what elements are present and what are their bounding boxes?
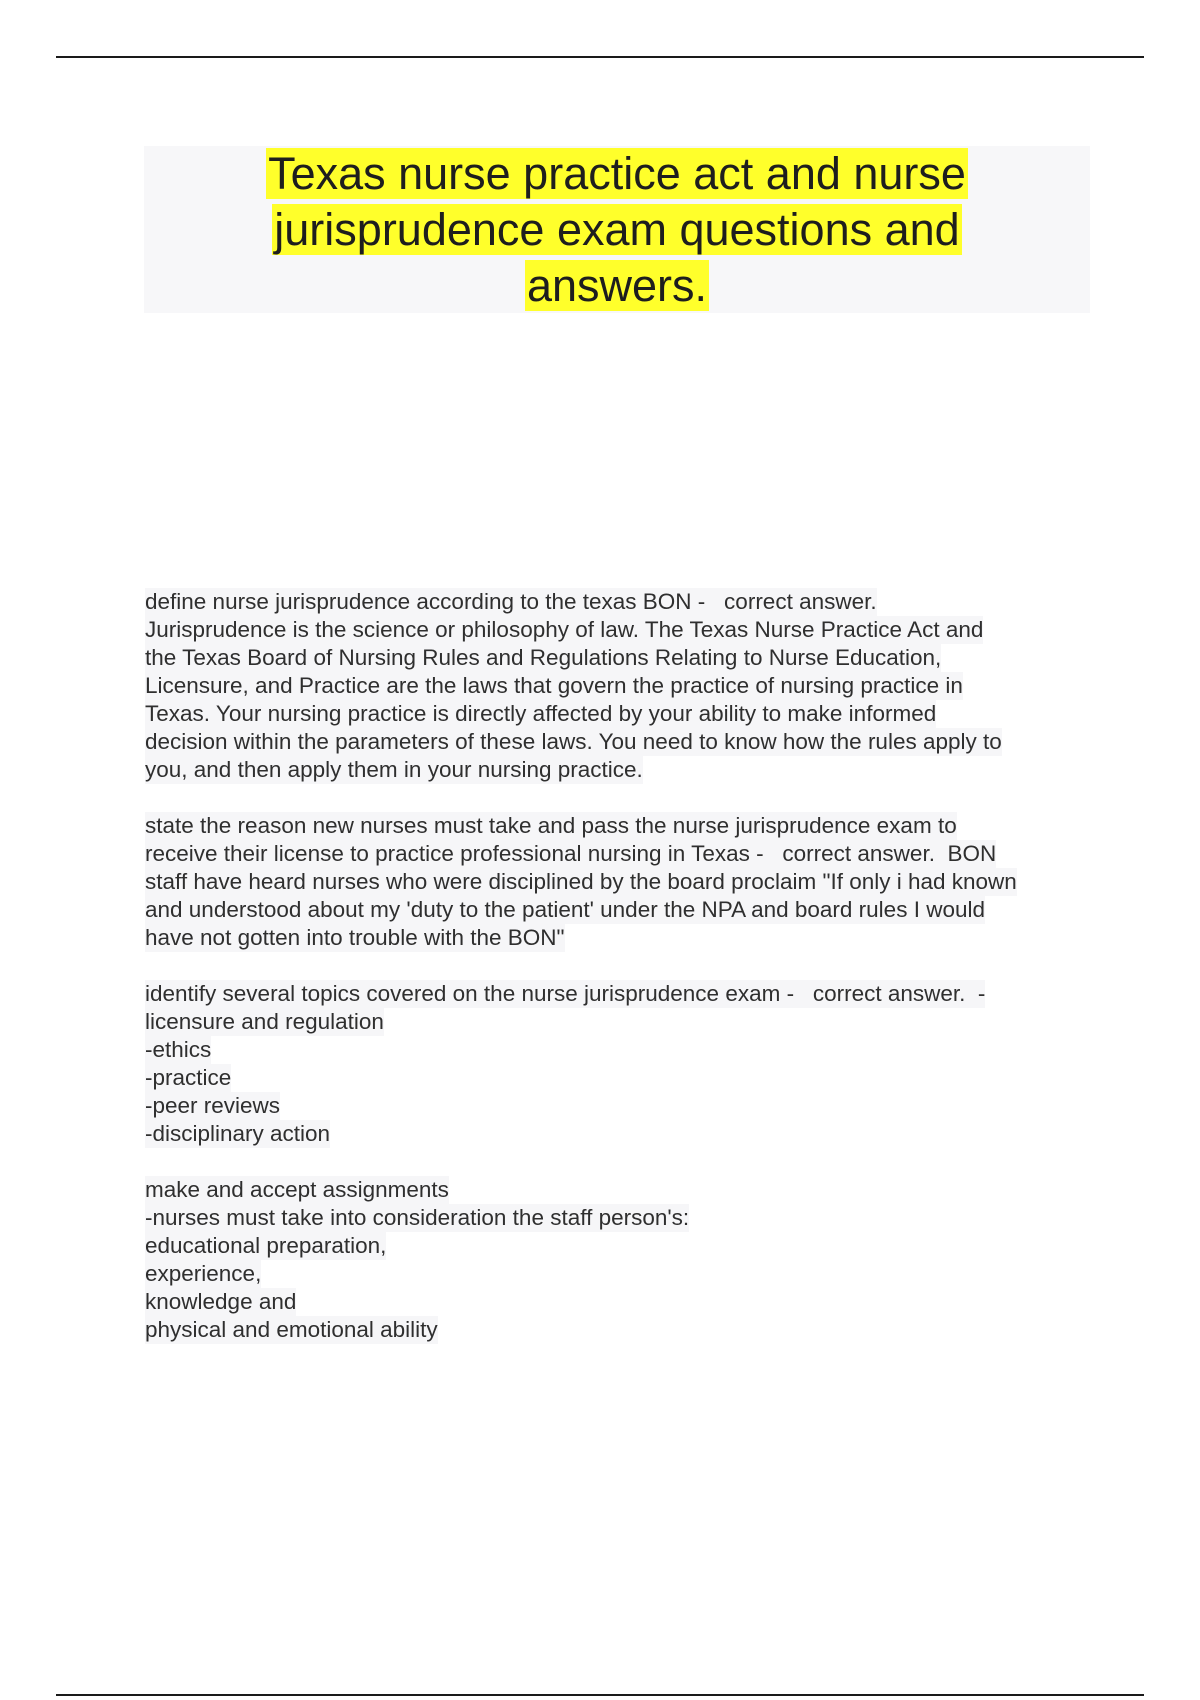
- qa-paragraph-exam-topics: [145, 980, 1085, 1148]
- text-line: and understood about my 'duty to the patient' under the NPA and board rules I would: [145, 897, 985, 922]
- text-line: -practice: [145, 1065, 232, 1090]
- text-line: Licensure, and Practice are the laws that govern the practice of nursing practice in: [145, 673, 963, 698]
- text-line: make and accept assignments: [145, 1177, 449, 1202]
- text-line: state the reason new nurses must take and pass the nurse jurisprudence exam to: [145, 813, 957, 838]
- qa-paragraph-exam-reason: [145, 812, 1085, 952]
- text-line: define nurse jurisprudence according to the texas BON - correct answer.: [145, 589, 877, 614]
- footer-rule: [56, 1694, 1144, 1696]
- text-line: staff have heard nurses who were disciplined by the board proclaim "If only i had known: [145, 869, 1017, 894]
- text-line: licensure and regulation: [145, 1009, 384, 1034]
- title-line: answers.: [526, 260, 708, 311]
- text-line: -ethics: [145, 1037, 212, 1062]
- document-title: [144, 146, 1090, 314]
- qa-paragraph-jurisprudence-definition: [145, 588, 1085, 784]
- document-body: [145, 588, 1085, 1372]
- text-line: knowledge and: [145, 1289, 297, 1314]
- text-line: have not gotten into trouble with the BON": [145, 925, 565, 950]
- text-line: physical and emotional ability: [145, 1317, 438, 1342]
- text-line: experience,: [145, 1261, 262, 1286]
- text-line: Texas. Your nursing practice is directly affected by your ability to make informed: [145, 701, 937, 726]
- text-line: the Texas Board of Nursing Rules and Regulations Relating to Nurse Education,: [145, 645, 942, 670]
- title-line: Texas nurse practice act and nurse: [268, 148, 966, 199]
- text-line: -nurses must take into consideration the staff person's:: [145, 1205, 690, 1230]
- text-line: -peer reviews: [145, 1093, 281, 1118]
- text-line: educational preparation,: [145, 1233, 387, 1258]
- title-line: jurisprudence exam questions and: [274, 204, 960, 255]
- header-rule: [56, 56, 1144, 58]
- text-line: identify several topics covered on the nurse jurisprudence exam - correct answer. -: [145, 981, 986, 1006]
- text-line: Jurisprudence is the science or philosophy of law. The Texas Nurse Practice Act and: [145, 617, 984, 642]
- text-line: -disciplinary action: [145, 1121, 331, 1146]
- text-line: you, and then apply them in your nursing practice.: [145, 757, 643, 782]
- qa-paragraph-assignments: [145, 1176, 1085, 1344]
- text-line: decision within the parameters of these laws. You need to know how the rules apply to: [145, 729, 1002, 754]
- text-line: receive their license to practice professional nursing in Texas - correct answer. BON: [145, 841, 997, 866]
- title-block: [144, 146, 1090, 313]
